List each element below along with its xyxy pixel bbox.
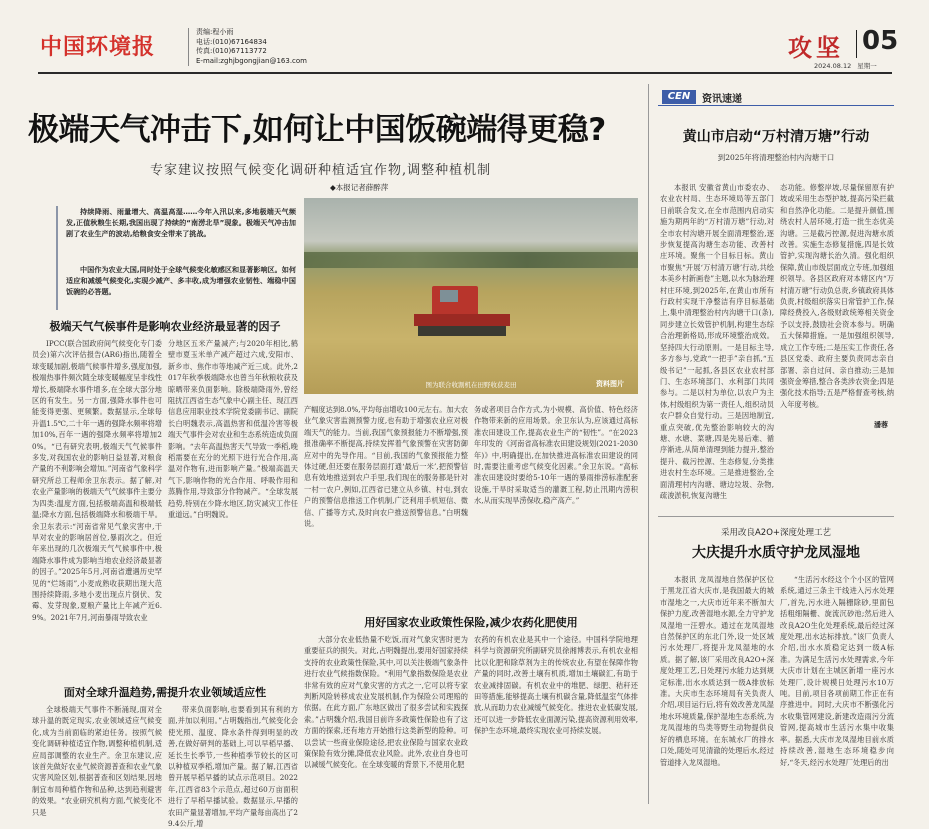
article1-author: 潘蓉 (874, 421, 888, 429)
article2-kicker: 采用改良A2O+深度处理工艺 (720, 528, 832, 538)
article1-col1: 本报讯 安徽省黄山市委农办、农业农村局、生态环境局等五部门日前联合发文,在全市范围内启动实施为期两年的“万村清万塘”行动,对全市农村沟塘开展全面清理整治,逐步恢复提高沟塘生态功能、改善村庄环境。聚焦一个目标日标。黄山市聚焦“开展‘万村清万塘’行动,共绘本美乡村新画卷”主题,以水为脉治理村庄环境,到2025年,在黄山市所有行政村实现干净整洁有序目标基础上,集中清理整治村内沟塘干口(条),同步建立长效管护机制,构建生态综合治理新格局,形成环境整治成效。坚持四大行动原则。一是目标主导,多方参与,党政“一把手”亲自抓,“五级书记”一起抓,各县区农业农村部门、生态环境部门、水利部门共同参与。二是以村为单位,以农户为主体,村级组织为第一责任人,组织动员农户群众自觉行动。三是因地制宜,重点突破,优先整治影响较大的沟塘、水塘、菜塘,四是先易后难、循序渐进,从简单清理到能力提升,整治提升、截污控源、生态修复,分类推进农村生态环境。三是推进整治,全面清理村内沟塘、塘边垃圾、杂物,疏浚淤积,恢复沟塘生 (660, 183, 774, 500)
main-subheadline: 专家建议按照气候变化调研种植适宜作物,调整种植机制 (150, 163, 492, 178)
page-number: 05 (862, 26, 899, 56)
date-text: 2024.08.12 (814, 62, 852, 70)
editor-line: 责编:程小雨 (196, 28, 234, 36)
combine-harvester (414, 286, 510, 340)
masthead-divider (188, 28, 189, 66)
article2-col2: “生活污水经这个个小区的管网系统,通过三条主干线进入污水处理厂,首先,污水进入隔栅除砂,里面包括粗细隔栅、旋流沉砂池;然后进入改良A2O生化处理系统,最后经过深度处理,出水达标排放。”该厂负责人介绍,出水水质稳定达到一级A标准。为满足生活污水处理需求,今年大庆市计划在主城区新增一座污水处理厂,设计规模日处理污水10万吨。目前,项目各项前期工作正在有序推进中。同时,大庆市不断强化污水收集管网建设,新建改造雨污分流管网,提高城市生活污水集中收集率。据悉,大庆市龙凤湿地目前水质持续改善,湿地生态环境稳步向好,“冬天,经污水处理厂处理后的出 (780, 575, 894, 767)
article1-subheadline: 到2025年将清理整治村内沟塘干口 (717, 153, 835, 162)
col3-text-b: 大部分农业低热量不吃饭,而对气象灾害时更为重要征兵的损失。对此,占明魏提出,要用好国家持续支持的农业政策性保险,其中,可以关注极端气象条件进行农业气候指数保险。“利用气象指数保险是农业非常有效的应对气象灾害的方式之一,它可以将专家判断风险转移成农业发展机制,作为保险公司理赔的依据。在此方面,广东地区做出了很多尝试和实践探索。”占明魏介绍,我国目前许多政策性保险也有了这方面的探索,还有地方开始推行这类新型的险种。可以尝试一些商业保险途径,把农业保险与国家农业政策保险有效分摊,降低农业风险。此外,农业自身也可以减缓气候变化。在全球变暖的背景下,不使用化肥 (304, 635, 468, 770)
lead-box (56, 206, 296, 310)
column-name: 资讯速递 (702, 94, 742, 105)
col1-text-a: IPCC(联合国政府间气候变化专门委员会)第六次评估报告(AR6)指出,随着全球变暖加剧,极端气候事件增多,强度加强,极端热事件频次随全球变暖幅度呈非线性增长,极端降水事件增多,在全球大部分地区的有发生。另一方面,强降水事件也可能变得更强、更频繁。数据显示,全球每升温1.5℃,二十年一遇的强降水频率将增加10%,百年一遇的强降水频率将增加20%。“已有研究表明,极端天气气候事件多发,对我国农业的影响日益显著,对粮食产量的不利影响会增加。”河南省气象科学研究所总工程师余卫东表示。据了解,对农业产量影响的极端天气气候事件主要分为四类:温度方面,包括极端高温和极端低温;降水方面,包括极端降水和极端干旱。余卫东表示:“河南省常见气象灾害中,干旱对农业的影响居首位,暴雨次之。但近年来出现的几次极端天气气候事件中,极端降水事件成为影响当地农业经济最显著的因子。”2025年5月,河南省遭遇历史罕见的“烂场雨”,小麦成熟收获期出现大范围持续降雨,多地小麦出现点片倒伏、发霉、发芽现象,夏粮产量比上年减产近6.9%。2021年7月,河南暴雨导致农业 (32, 339, 162, 622)
email-line: E-mail:zghjbgongjian@163.com (196, 56, 308, 65)
col4-text-b: 农药的有机农业是其中一个途径。中国科学院地理科学与资源研究所副研究员徐湘博表示,有机农业相比以化肥和除草剂为主的传统农业,有望在保障作物产量的同时,改善土壤有机质,增加土壤碳汇,有助于农业减排固碳。有机农业中的堆肥、绿肥、秸秆还田等措施,能够提高土壤有机碳含量,降低温室气体排放,从而助力农业减缓气候变化。推进农业低碳发展,还可以进一步降低农业面源污染,提高资源利用效率,保护生态环境,最终实现农业可持续发展。 (474, 635, 638, 736)
section-title: 攻坚 (788, 34, 844, 62)
harvest-photo (304, 198, 638, 394)
col2-text-a: 分地区五米产量减产;与2020年相比,鹤壁市夏玉米单产减产超过六成,安阳市、新乡市、焦作市等地减产近三成。此外,2017年秋季极端降水也曾当年秋粮收获及晾晒带来负面影响。除极端降雨外,曾经阻扰江西省生态气象中心副主任、现江西信息应用职业技术学院党委副书记、副院长白明魏表示,高温热害和低温冷害等极端天气事件会对农业和生态系统造成负面影响。“去年高温热害天气导致一季稻,晚稻需要在充分的光照下进行光合作用,高温对作物有,进而影响产量。”极端高温天气下,影响作物的光合作用、呼吸作用和蒸腾作用,导致部分作物减产。“全球发展趋势,特别在少降水地区,防灾减灾工作任重道远。”白明魏说。 (168, 339, 298, 520)
subheading-adaptation: 面对全球升温趋势,需提升农业领域适应性 (63, 686, 267, 699)
phone-line: 电话:(010)67164834 (196, 37, 267, 46)
photo-credit: 资料图片 (596, 380, 624, 388)
col1-text-c: 全球极端天气事件不断涌现,面对全球升温的既定现实,农业领域适应气候变化,成为当前面临的紧迫任务。按照气候变化调研种植适宜作物,调整种植机制,适应局部调整的农业生产。余卫东建议,应该首先做好农业气候资源普查和农业气象灾害风险区划,根据普查和区划结果,因地制宜布局种植作物和品种,达到趋利避害的效果。“农业研究机构方面,气候变化不只是 (32, 705, 162, 817)
article2-col1: 本报讯 龙凤湿地自然保护区位于黑龙江省大庆市,是我国最大的城市湿地之一,大庆市近年来不断加大保护力度,改善湿地水源,全力守护龙凤湿地一汪碧水。通过在龙凤湿地自然保护区的东北门外,设一处区域污水处理厂,将提升龙凤湿地的水质。据了解,该厂采用改良A2O+深度处理工艺,日处理污水能力达到规定标准,出水水质达到一级A排放标准。大庆市生态环境局有关负责人介绍,项目运行后,将有效改善龙凤湿地水环境质量,保护湿地生态系统,为龙凤湿地的鸟类等野生动物提供良好的栖息环境。在东城水厂的排水口处,随处可见清澈的处理后水,经过管道排入龙凤湿地。 (660, 575, 774, 767)
main-headline: 极端天气冲击下,如何让中国饭碗端得更稳? (28, 112, 606, 148)
masthead-rule (38, 72, 892, 74)
col2-text-b: 带来负面影响,也要看到其有利的方面,并加以利用。”占明魏指出,气候变化会使光照、温度、降水条件得到明显的改善,在做好研判的基础上,可以早稻早播、延长生长季节,一些种植季节较长的区可以种植双季稻,增加产量。据了解,江西省曾开展早稻早播的试点示范项目。2022年,江西省83个示范点,超过60万亩面积进行了早稻早播试验。数据显示,早播的农田产量显著增加,平均产量每亩高出了29.4公斤,增 (168, 705, 298, 829)
fax-line: 传真:(010)67113772 (196, 47, 267, 55)
col3-text-a: 产幅度达到8.0%,平均每亩增收100元左右。加大农业气象灾害监测预警力度,也有助于增强农业应对极端天气的能力。当前,我国气象预报能力不断增强,预报准确率不断提高,持续发挥着气象预警在灾害防御应对中的先导作用。“目前,我国的气象预报能力整体过硬,但还要在服务层面打通‘最后一米’,把预警信息有效地推送到农户手里,我们现在的服务都是针对一村一农户,例如,江西省已建立从乡镇、村屯,到农户的预警信息推送工作机制,广泛利用手机短信、微信、广播等方式,及时向农户推送预警信息。”白明魏说。 (304, 405, 468, 529)
article1-headline: 黄山市启动“万村清万塘”行动 (682, 129, 870, 145)
main-sidebar-divider (648, 84, 649, 804)
byline: ◆本报记者薛醉萍 (330, 183, 389, 192)
cen-badge: CEN (662, 90, 696, 104)
article2-headline: 大庆提升水质守护龙凤湿地 (692, 545, 860, 561)
weekday-text: 星期一 (857, 62, 877, 70)
newspaper-logo: 中国环境报 (40, 35, 156, 60)
article1-col2: 态功能。修整岸坡,尽量保留原有护坡或采用生态型护坡,提高污染拦截和自然净化功能。二是提升颜值,围绕农村人居环境,打造一批生态优美沟塘。三是截污控源,促进沟塘水质改善。实施生态修复措施,四是长效管护,实现沟塘长治久清。强化组织保障,黄山市级层面成立专班,加强组织领导。各县区政府对本辖区内“万村清万塘”行动负总责,乡镇政府具体负责,村级组织落实日常管护工作,保障经费投入,各级财政统筹相关资金予以支持,鼓励社会资本参与。明确五大保障措施。一是加强组织领导,成立工作专班;二是压实工作责任,各县区党委、政府主要负责同志亲自部署、亲自过问、亲自推动;三是加强资金筹措,整合各类涉农资金;四是强化技术指导;五是严格督查考核,纳入年度考核。 (780, 183, 894, 409)
subheading-insurance: 用好国家农业政策性保险,减少农药化肥使用 (364, 616, 578, 629)
subheading-extreme-weather: 极端天气气候事件是影响农业经济最显著的因子 (49, 320, 281, 333)
masthead (0, 0, 929, 74)
issue-date (814, 61, 877, 70)
header-underline (658, 105, 894, 106)
sidebar-separator (658, 516, 894, 517)
col4-text-a: 务或者项目合作方式,为小规模、高价值、特色经济作物带来新的应用场景。余卫东认为,应该通过高标准农田建设工作,提高农业生产的“韧性”。“在2023年印发的《河南省高标准农田建设规划(2021-2030年)》中,明确提出,在加快推进高标准农田建设的同时,需要注重考虑气候变化因素。”余卫东说。“高标准农田建设时要给5-10年一遇的暴雨排涝标准配套设施,干旱时采取适当的灌溉工程,防止汛期内涝积水,从而实现旱涝保收,稳产高产。” (474, 405, 639, 506)
lead-paragraph-1: 持续降雨、雨量增大、高温高湿……今年入汛以来,多地极端天气频发,正值秋粮生长期,我国出现了持续的“南涝北旱”现象。极端天气冲击加剧了农业生产的波动,给粮食安全带来了挑战。 (66, 207, 296, 239)
lead-paragraph-2: 中国作为农业大国,同时处于全球气候变化敏感区和显著影响区。如何适应和减缓气候变化,实现少减产、多丰收,成为增强农业韧性、端稳中国饭碗的必答题。 (66, 265, 296, 297)
section-divider (856, 30, 857, 58)
sidebar-header (658, 88, 894, 106)
photo-caption: 图为联合收割机在田野收获麦田 (425, 381, 517, 389)
masthead-contact (196, 28, 307, 66)
tree-line (304, 252, 638, 268)
